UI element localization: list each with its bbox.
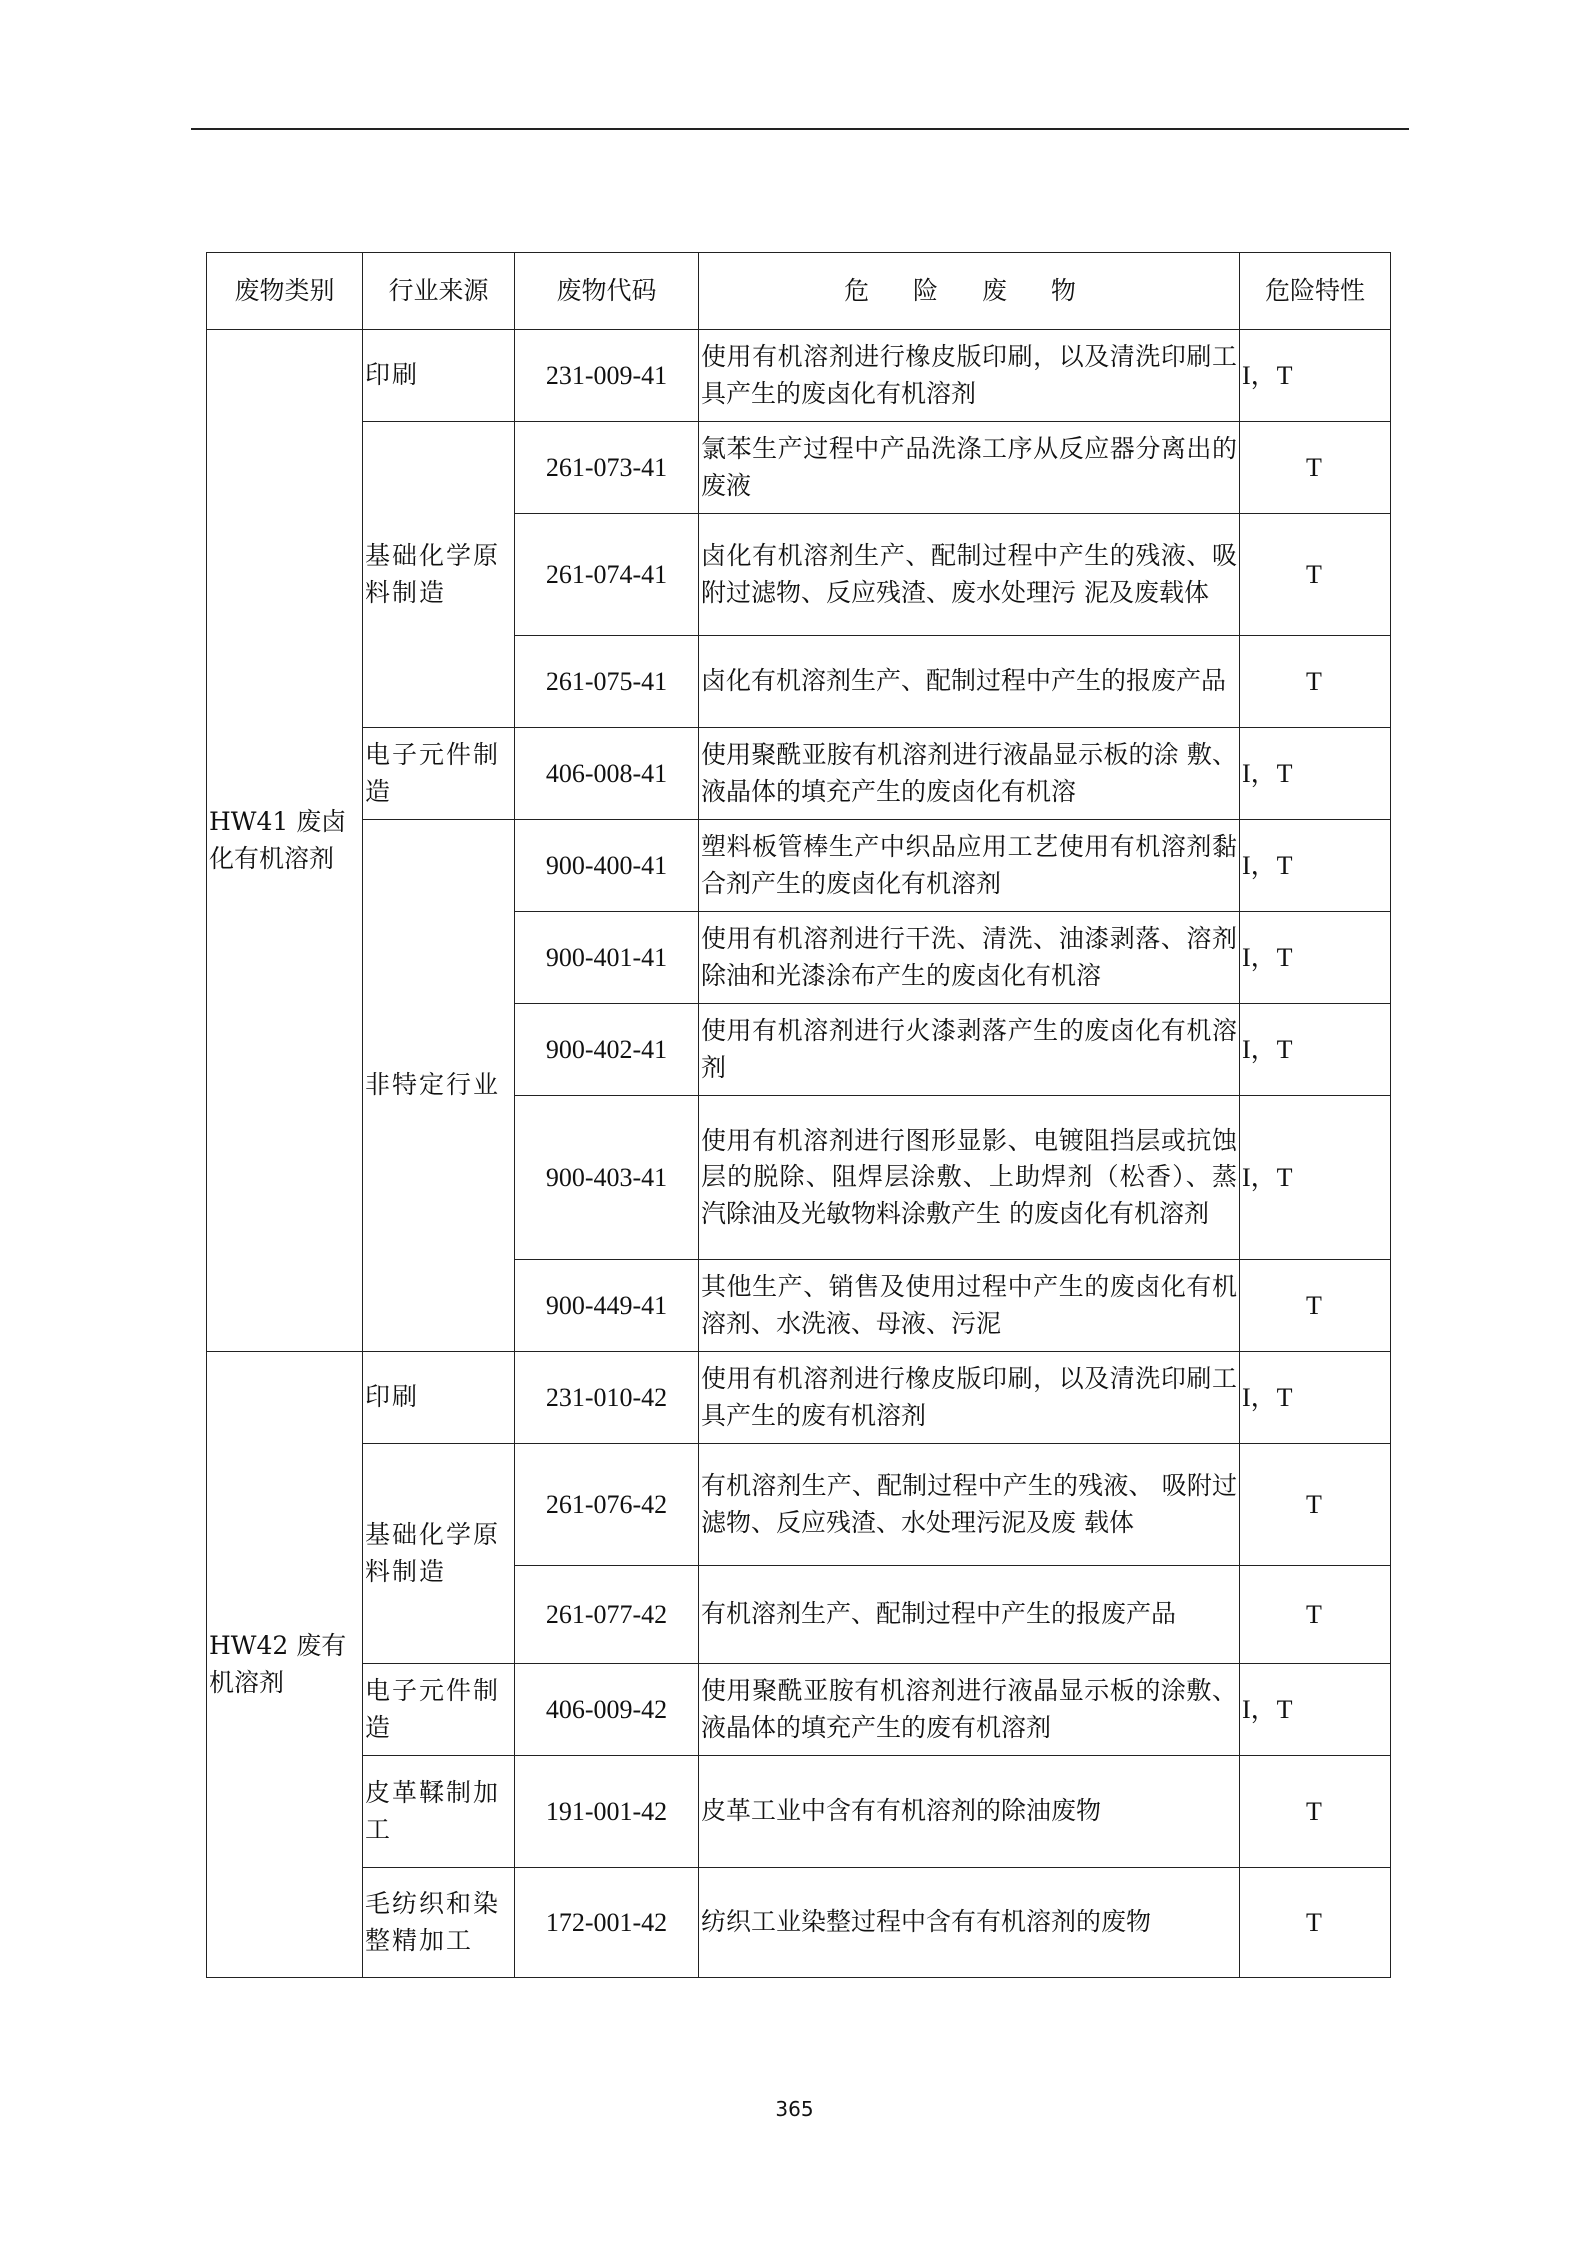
code-cell: 261-075-41 bbox=[515, 636, 699, 728]
code-cell: 900-449-41 bbox=[515, 1260, 699, 1352]
header-category: 废物类别 bbox=[207, 253, 363, 330]
page-number: 365 bbox=[775, 2097, 814, 2121]
description-cell: 有机溶剂生产、配制过程中产生的报废产品 bbox=[699, 1566, 1240, 1664]
table-row bbox=[207, 820, 1391, 912]
description-cell: 氯苯生产过程中产品洗涤工序从反应器分离出的废液 bbox=[699, 422, 1240, 514]
code-cell: 231-010-42 bbox=[515, 1352, 699, 1444]
source-cell: 印刷 bbox=[363, 1352, 515, 1444]
code-cell: 261-077-42 bbox=[515, 1566, 699, 1664]
hazard-cell: I，T bbox=[1240, 728, 1391, 820]
code-cell: 406-008-41 bbox=[515, 728, 699, 820]
code-cell: 261-074-41 bbox=[515, 514, 699, 636]
table-row bbox=[207, 330, 1391, 422]
description-cell: 有机溶剂生产、配制过程中产生的残液、 吸附过滤物、反应残渣、水处理污泥及废 载体 bbox=[699, 1444, 1240, 1566]
source-cell: 电子元件制造 bbox=[363, 728, 515, 820]
source-cell: 基础化学原料制造 bbox=[363, 1444, 515, 1664]
code-cell: 900-401-41 bbox=[515, 912, 699, 1004]
hazard-cell: T bbox=[1240, 1444, 1391, 1566]
code-cell: 900-402-41 bbox=[515, 1004, 699, 1096]
header-hazardous-waste: 危 险 废 物 bbox=[699, 253, 1240, 330]
description-cell: 卤化有机溶剂生产、配制过程中产生的报废产品 bbox=[699, 636, 1240, 728]
description-cell: 纺织工业染整过程中含有有机溶剂的废物 bbox=[699, 1868, 1240, 1978]
code-cell: 900-403-41 bbox=[515, 1096, 699, 1260]
description-cell: 皮革工业中含有有机溶剂的除油废物 bbox=[699, 1756, 1240, 1868]
code-cell: 261-073-41 bbox=[515, 422, 699, 514]
description-cell: 其他生产、销售及使用过程中产生的废卤化有机溶剂、水洗液、母液、污泥 bbox=[699, 1260, 1240, 1352]
source-cell: 印刷 bbox=[363, 330, 515, 422]
source-cell: 基础化学原料制造 bbox=[363, 422, 515, 728]
description-cell: 使用有机溶剂进行干洗、清洗、油漆剥落、溶剂除油和光漆涂布产生的废卤化有机溶 bbox=[699, 912, 1240, 1004]
code-cell: 900-400-41 bbox=[515, 820, 699, 912]
hazard-cell: T bbox=[1240, 514, 1391, 636]
hazard-cell: I，T bbox=[1240, 1004, 1391, 1096]
header-source: 行业来源 bbox=[363, 253, 515, 330]
description-cell: 使用有机溶剂进行火漆剥落产生的废卤化有机溶剂 bbox=[699, 1004, 1240, 1096]
code-cell: 261-076-42 bbox=[515, 1444, 699, 1566]
table-row bbox=[207, 1664, 1391, 1756]
code-cell: 231-009-41 bbox=[515, 330, 699, 422]
table-header-row bbox=[207, 253, 1391, 330]
hazard-cell: I，T bbox=[1240, 1352, 1391, 1444]
description-cell: 使用有机溶剂进行橡皮版印刷，以及清洗印刷工具产生的废卤化有机溶剂 bbox=[699, 330, 1240, 422]
description-cell: 使用聚酰亚胺有机溶剂进行液晶显示板的涂敷、液晶体的填充产生的废有机溶剂 bbox=[699, 1664, 1240, 1756]
category-cell: HW41 废卤化有机溶剂 bbox=[207, 330, 363, 1352]
table-row bbox=[207, 1868, 1391, 1978]
code-cell: 191-001-42 bbox=[515, 1756, 699, 1868]
hazard-cell: T bbox=[1240, 1260, 1391, 1352]
header-rule bbox=[191, 128, 1409, 130]
description-cell: 使用有机溶剂进行图形显影、电镀阻挡层或抗蚀层的脱除、阻焊层涂敷、上助焊剂（松香）、蒸汽除油及光敏物料涂敷产生 的废卤化有机溶剂 bbox=[699, 1096, 1240, 1260]
table-row bbox=[207, 1352, 1391, 1444]
table-row bbox=[207, 1444, 1391, 1566]
table-row bbox=[207, 728, 1391, 820]
description-cell: 使用聚酰亚胺有机溶剂进行液晶显示板的涂 敷、液晶体的填充产生的废卤化有机溶 bbox=[699, 728, 1240, 820]
code-cell: 172-001-42 bbox=[515, 1868, 699, 1978]
hazard-cell: T bbox=[1240, 1566, 1391, 1664]
hazard-cell: I，T bbox=[1240, 1664, 1391, 1756]
table-row bbox=[207, 422, 1391, 514]
hazard-cell: T bbox=[1240, 422, 1391, 514]
category-cell: HW42 废有机溶剂 bbox=[207, 1352, 363, 1978]
description-cell: 使用有机溶剂进行橡皮版印刷，以及清洗印刷工具产生的废有机溶剂 bbox=[699, 1352, 1240, 1444]
source-cell: 非特定行业 bbox=[363, 820, 515, 1352]
hazard-cell: T bbox=[1240, 1756, 1391, 1868]
header-code: 废物代码 bbox=[515, 253, 699, 330]
hazard-cell: I，T bbox=[1240, 820, 1391, 912]
header-hazard: 危险特性 bbox=[1240, 253, 1391, 330]
hazard-cell: I，T bbox=[1240, 1096, 1391, 1260]
description-cell: 塑料板管棒生产中织品应用工艺使用有机溶剂黏合剂产生的废卤化有机溶剂 bbox=[699, 820, 1240, 912]
hazard-cell: I，T bbox=[1240, 912, 1391, 1004]
table-row bbox=[207, 1756, 1391, 1868]
hazard-cell: I，T bbox=[1240, 330, 1391, 422]
hazardous-waste-table bbox=[206, 252, 1391, 1978]
code-cell: 406-009-42 bbox=[515, 1664, 699, 1756]
hazard-cell: T bbox=[1240, 636, 1391, 728]
source-cell: 电子元件制造 bbox=[363, 1664, 515, 1756]
hazard-cell: T bbox=[1240, 1868, 1391, 1978]
source-cell: 毛纺织和染整精加工 bbox=[363, 1868, 515, 1978]
description-cell: 卤化有机溶剂生产、配制过程中产生的残液、吸附过滤物、反应残渣、废水处理污 泥及废载体 bbox=[699, 514, 1240, 636]
source-cell: 皮革鞣制加工 bbox=[363, 1756, 515, 1868]
